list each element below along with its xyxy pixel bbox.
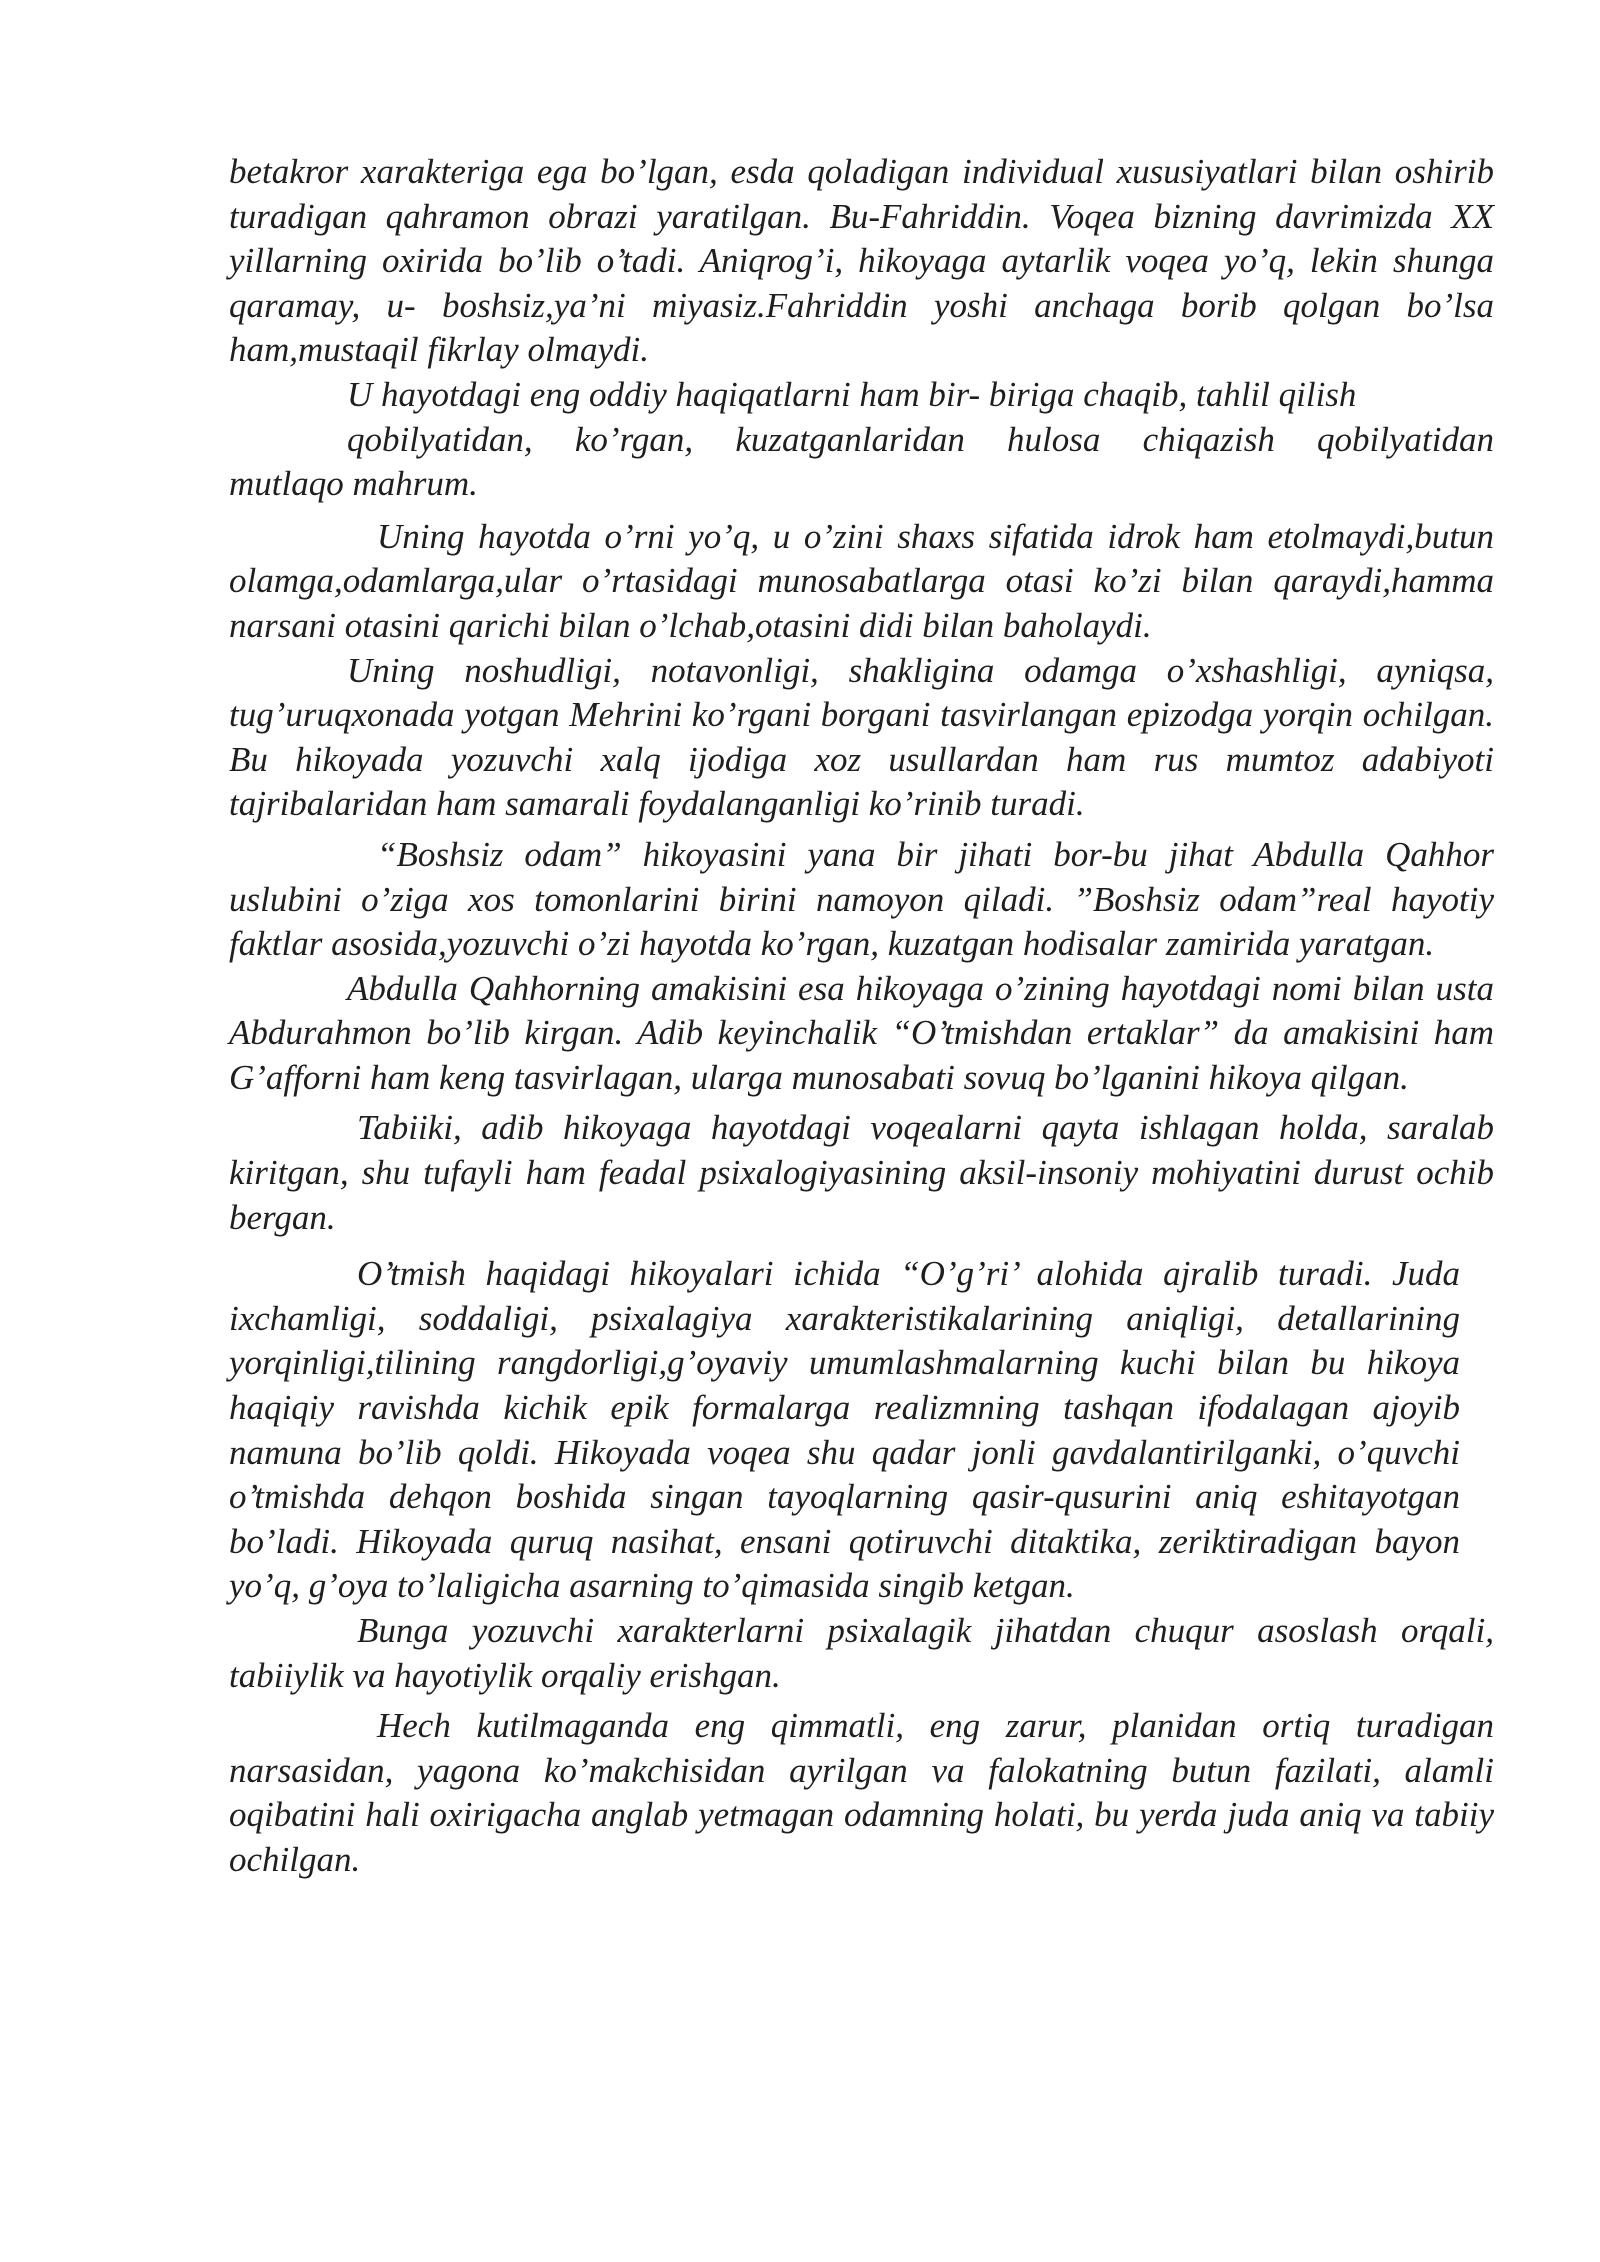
paragraph-7: Tabiiki, adib hikoyaga hayotdagi voqealarni qayta ishlagan holda, saralab kiritgan, shu tufayli ham feadal psixalogiyasining aksil-insoniy mohiyatini durust ochib bergan.: [229, 1108, 1494, 1237]
paragraph-1: betakror xarakteriga ega bo’lgan, esda qoladigan individual xususiyatlari bilan oshirib turadigan qahramon obrazi yaratilgan. Bu-Fahriddin. Voqea bizning davrimizda XX yillarning oxirida bo’lib o’tadi. Aniqrog’i, hikoyaga aytarlik voqea yo’q, lekin shunga qaramay, u- boshsiz,ya’ni miyasiz.Fahriddin yoshi anchaga borib qolgan bo’lsa ham,mustaqil fikrlay olmaydi.: [229, 152, 1494, 370]
paragraph-6: Abdulla Qahhorning amakisini esa hikoyaga o’zining hayotdagi nomi bilan usta Abdurahmon bo’lib kirgan. Adib keyinchalik “O’tmishdan ertaklar” da amakisini ham G’afforni ham keng tasvirlagan, ularga munosabati sovuq bo’lganini hikoya qilgan.: [229, 968, 1494, 1097]
paragraph-2-line-3: mutlaqo mahrum.: [229, 464, 478, 504]
paragraph-4: Uning noshudligi, notavonligi, shakligina odamga o’xshashligi, ayniqsa, tug’uruqxonada yotgan Mehrini ko’rgani borgani tasvirlangan epizodga yorqin ochilgan. Bu hikoyada yozuvchi xalq ijodiga xoz usullardan ham rus mumtoz adabiyoti tajribalaridan ham samarali foydalanganligi ko’rinib turadi.: [229, 650, 1494, 824]
paragraph-2-line-2: qobilyatidan, ko’rgan, kuzatganlaridan hulosa chiqazish qobilyatidan: [347, 419, 1494, 459]
paragraph-8: O’tmish haqidagi hikoyalari ichida “O’g’ri’ alohida ajralib turadi. Juda ixchamligi, soddaligi, psixalagiya xarakteristikalarining aniqligi, detallarining yorqinligi,tilining rangdorligi,g’oyaviy umumlashmalarning kuchi bilan bu hikoya haqiqiy ravishda kichik epik formalarga realizmning tashqan ifodalagan ajoyib namuna bo’lib qoldi. Hikoyada voqea shu qadar jonli gavdalantirilganki, o’quvchi o’tmishda dehqon boshida singan tayoqlarning qasir-qusurini aniq eshitayotgan bo’ladi. Hikoyada quruq nasihat, ensani qotiruvchi ditaktika, zeriktiradigan bayon yo’q, g’oya to’laligicha asarning to’qimasida singib ketgan.: [229, 1254, 1460, 1606]
paragraph-10: Hech kutilmaganda eng qimmatli, eng zarur, planidan ortiq turadigan narsasidan, yagona ko’makchisidan ayrilgan va falokatning butun fazilati, alamli oqibatini hali oxirigacha anglab yetmagan odamning holati, bu yerda juda aniq va tabiiy ochilgan.: [229, 1706, 1494, 1879]
paragraph-9: Bunga yozuvchi xarakterlarni psixalagik jihatdan chuqur asoslash orqali, tabiiylik va hayotiylik orqaliy erishgan.: [229, 1611, 1494, 1695]
paragraph-5: “Boshsiz odam” hikoyasini yana bir jihati bor-bu jihat Abdulla Qahhor uslubini o’ziga xos tomonlarini birini namoyon qiladi. ”Boshsiz odam”real hayotiy faktlar asosida,yozuvchi o’zi hayotda ko’rgan, kuzatgan hodisalar zamirida yaratgan.: [229, 834, 1494, 964]
paragraph-2: [229, 373, 1494, 507]
document-page: [229, 150, 1494, 1883]
paragraph-3: Uning hayotda o’rni yo’q, u o’zini shaxs sifatida idrok ham etolmaydi,butun olamga,odamlarga,ular o’rtasidagi munosabatlarga otasi ko’zi bilan qaraydi,hamma narsani otasini qarichi bilan o’lchab,otasini didi bilan baholaydi.: [229, 516, 1494, 645]
paragraph-2-line-1: U hayotdagi eng oddiy haqiqatlarni ham bir- biriga chaqib, tahlil qilish: [347, 374, 1357, 414]
